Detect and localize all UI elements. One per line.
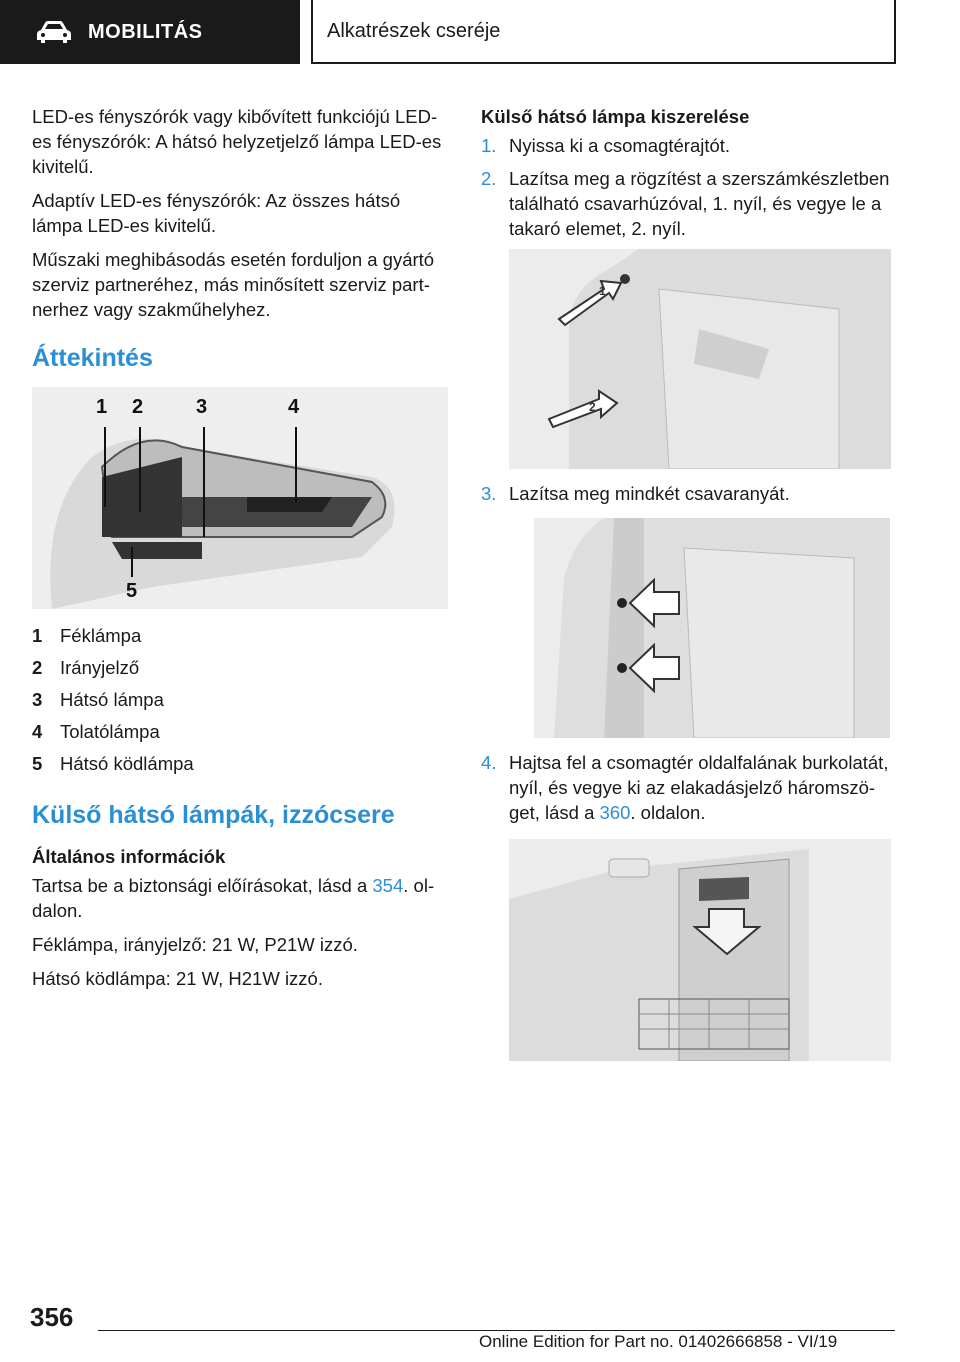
legend-item: 3 Hátsó lámpa [32, 688, 164, 710]
arrow-label: 2 [589, 400, 596, 414]
figure-label: 1 [96, 396, 108, 418]
footer-divider [98, 1330, 895, 1331]
page-link-354[interactable]: 354 [372, 875, 404, 896]
page-link-360[interactable]: 360 [599, 802, 631, 823]
overview-heading: Áttekintés [32, 344, 153, 372]
figure-label: 3 [196, 396, 208, 418]
step-item: 1. Nyissa ki a csomagtérajtót. [481, 135, 731, 156]
left-column [32, 104, 450, 1000]
car-icon [36, 20, 72, 44]
section-name: MOBILITÁS [88, 20, 203, 43]
legend-item: 4 Tolatólámpa [32, 720, 160, 742]
edition-info: Online Edition for Part no. 01402666858 - VI/19 [479, 1332, 838, 1351]
step-item: 2. Lazítsa meg a rögzítést a szerszámkészletben található csavarhúzóval, 1. nyíl, és vegye le a takaró elemet, 2. nyíl. [481, 168, 890, 239]
right-column [481, 104, 899, 1061]
figure-legend [32, 619, 450, 779]
step-item: 3. Lazítsa meg mindkét csavaranyát. [481, 483, 790, 504]
step-item: 4. Hajtsa fel a csomagtér oldalfalának burkolatát, nyíl, és vegye ki az elakadásjelző háromszöget, lásd a 360. oldalon. [481, 752, 889, 823]
page-number: 356 [30, 1302, 74, 1332]
bulb-spec: Féklámpa, irányjelző: 21 W, P21W izzó. [32, 934, 358, 955]
warning-triangle-figure [509, 839, 891, 1061]
section-heading: Külső hátsó lámpák, izzócsere [32, 801, 395, 829]
safety-reference: Tartsa be a biztonsági előírásokat, lásd a 354. oldalon. [32, 875, 435, 921]
general-info-heading: Általános információk [32, 846, 226, 867]
chapter-title [311, 0, 896, 64]
intro-paragraph: Műszaki meghibásodás esetén forduljon a gyártó szerviz partneréhez, más minősített szerviz partnerhez vagy szakműhelyhez. [32, 249, 435, 320]
removal-steps [481, 133, 899, 241]
tail-light-overview-figure [32, 387, 448, 609]
intro-paragraph: Adaptív LED-es fényszórók: Az összes hátsó lámpa LED-es kivitelű. [32, 190, 401, 236]
cover-removal-figure [509, 249, 891, 469]
nut-loosening-figure [534, 518, 890, 738]
arrow-label: 1 [599, 284, 606, 298]
figure-label: 4 [288, 396, 300, 418]
removal-heading: Külső hátsó lámpa kiszerelése [481, 106, 750, 127]
bulb-spec: Hátsó ködlámpa: 21 W, H21W izzó. [32, 968, 323, 989]
legend-item: 2 Irányjelző [32, 656, 140, 678]
figure-label: 2 [132, 396, 144, 418]
legend-item: 1 Féklámpa [32, 624, 142, 646]
chapter-title-text: Alkatrészek cseréje [327, 19, 501, 42]
header-section-tab [0, 0, 300, 64]
legend-item: 5 Hátsó ködlámpa [32, 752, 194, 774]
figure-label: 5 [126, 580, 138, 602]
intro-paragraph: LED-es fényszórók vagy kibővített funkciójú LED-es fényszórók: A hátsó helyzetjelző lámpa LED-es kivitelű. [32, 106, 442, 177]
